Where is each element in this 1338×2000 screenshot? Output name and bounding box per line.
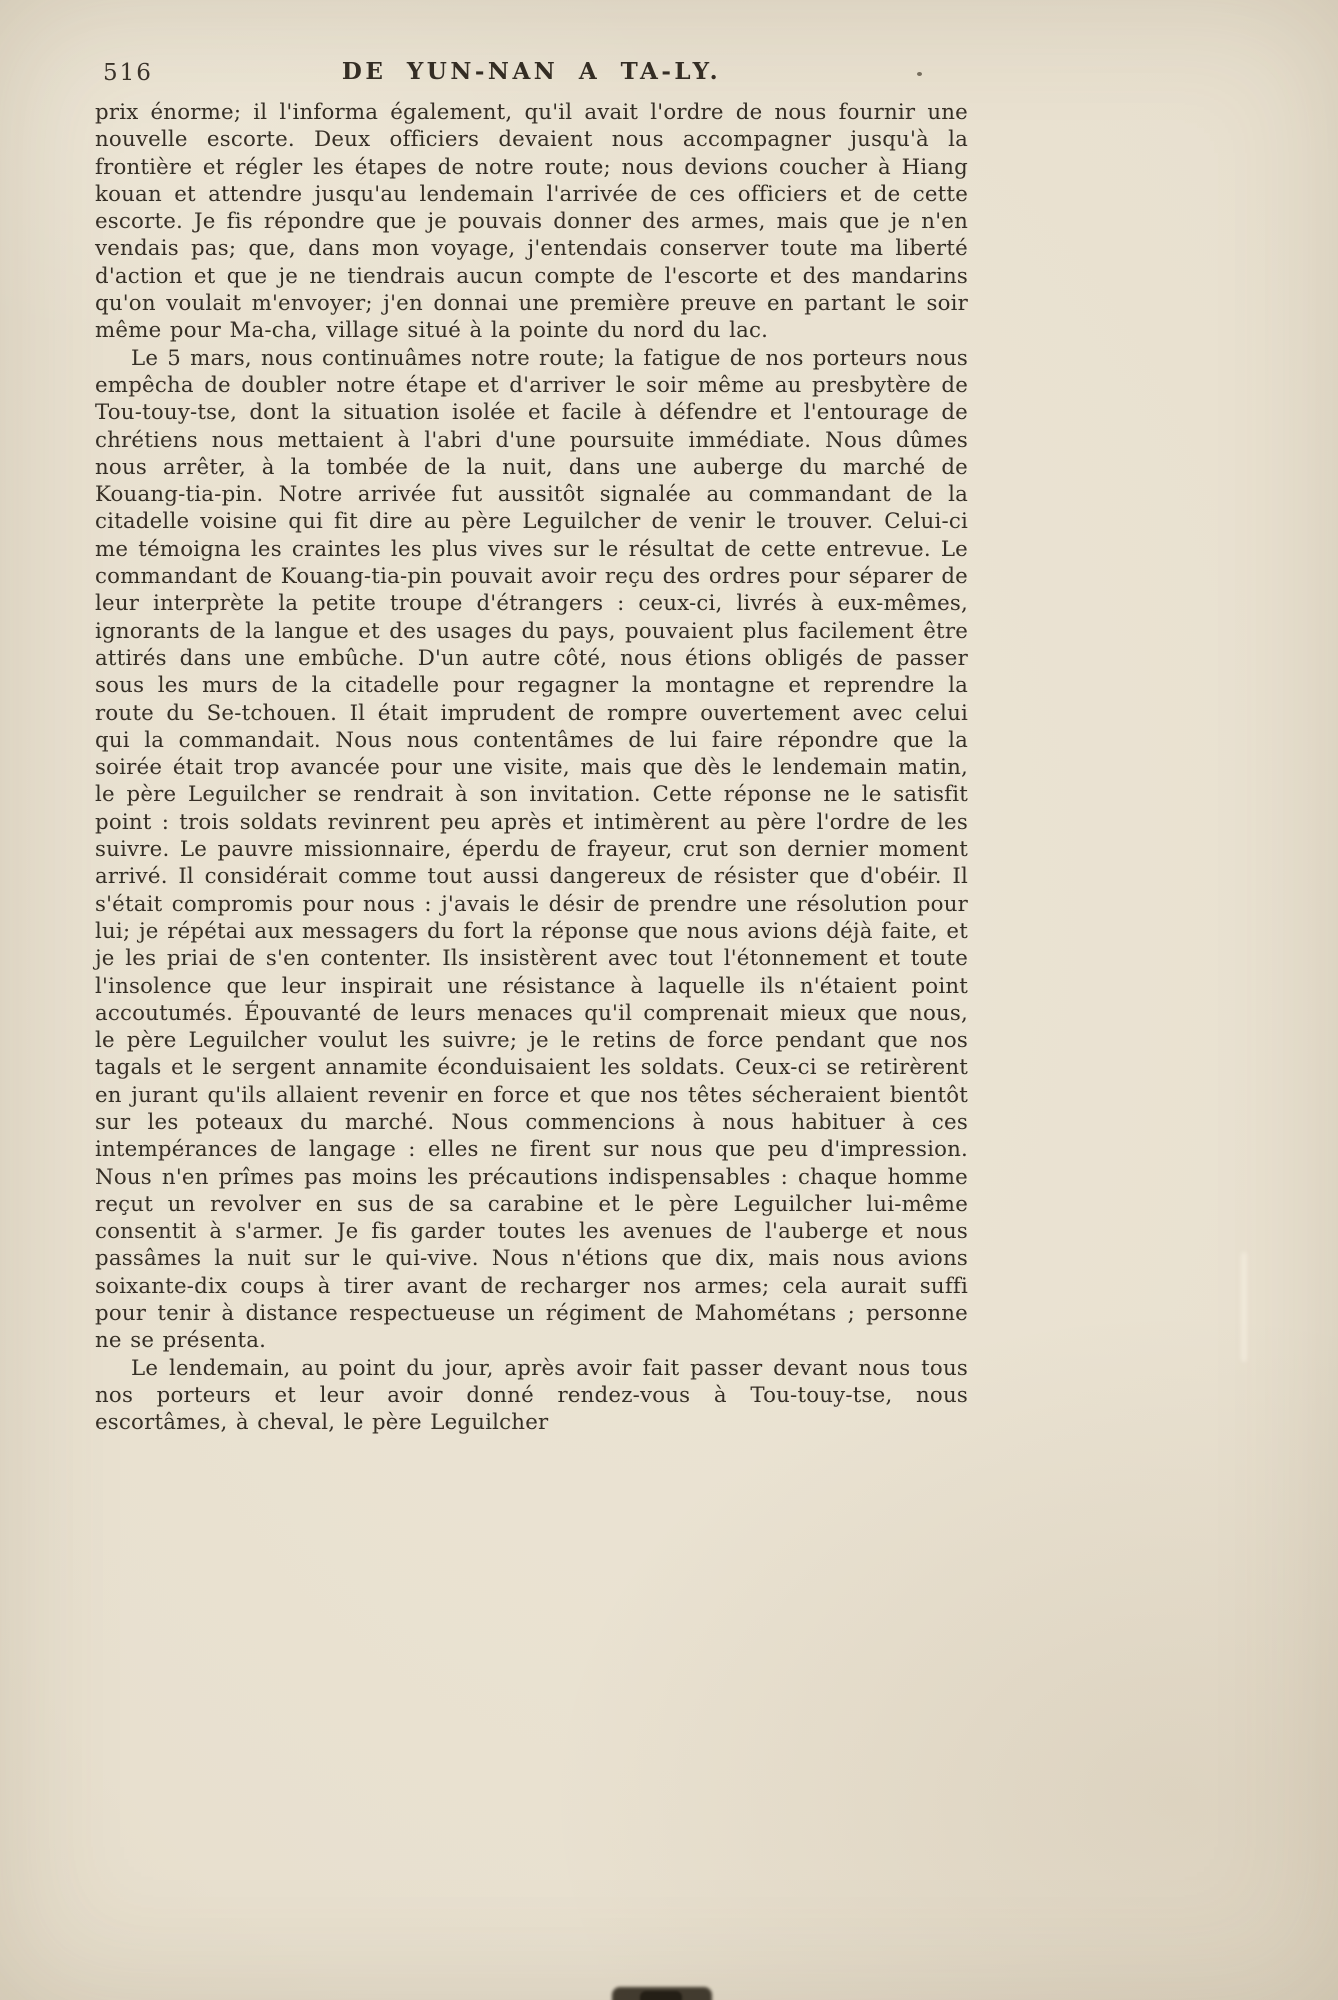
running-title: DE YUN-NAN A TA-LY.: [341, 58, 722, 85]
paragraph: Le lendemain, au point du jour, après avoir fait passer devant nous tous nos porteurs et leur avoir donné rendez-vous à Tou-touy-tse, nous escortâmes, à cheval, le père Leguilcher: [95, 1355, 968, 1436]
scan-smudge-artifact: [640, 1991, 682, 2000]
paragraph: Le 5 mars, nous continuâmes notre route; la fatigue de nos porteurs nous empêcha de doubler notre étape et d'arriver le soir même au presbytère de Tou-touy-tse, dont la situation isolée et facile à défendre et l'entourage de chrétiens nous mettaient à l'abri d'une poursuite immédiate. Nous dûmes nous arrêter, à la tombée de la nuit, dans une auberge du marché de Kouang-tia-pin. Notre arrivée fut aussitôt signalée au commandant de la citadelle voisine qui fit dire au père Leguilcher de venir le trouver. Celui-ci me témoigna les craintes les plus vives sur le résultat de cette entrevue. Le commandant de Kouang-tia-pin pouvait avoir reçu des ordres pour séparer de leur interprète la petite troupe d'étrangers : ceux-ci, livrés à eux-mêmes, ignorants de la langue et des usages du pays, pouvaient plus facilement être attirés dans une embûche. D'un autre côté, nous étions obligés de passer sous les murs de la citadelle pour regagner la montagne et reprendre la route du Se-tchouen. Il était imprudent de rompre ouvertement avec celui qui la commandait. Nous nous contentâmes de lui faire répondre que la soirée était trop avancée pour une visite, mais que dès le lendemain matin, le père Leguilcher se rendrait à son invitation. Cette réponse ne le satisfit point : trois soldats revinrent peu après et intimèrent au père l'ordre de les suivre. Le pauvre missionnaire, éperdu de frayeur, crut son dernier moment arrivé. Il considérait comme tout aussi dangereux de résister que d'obéir. Il s'était compromis pour nous : j'avais le désir de prendre une résolution pour lui; je répétai aux messagers du fort la réponse que nous avions déjà faite, et je les priai de s'en contenter. Ils insistèrent avec tout l'étonnement et toute l'insolence que leur inspirait une résistance à laquelle ils n'étaient point accoutumés. Épouvanté de leurs menaces qu'il comprenait mieux que nous, le père Leguilcher voulut les suivre; je le retins de force pendant que nos tagals et le sergent annamite éconduisaient les soldats. Ceux-ci se retirèrent en jurant qu'ils allaient revenir en force et que nos têtes sécheraient bientôt sur les poteaux du marché. Nous commencions à nous habituer à ces intempérances de langage : elles ne firent sur nous que peu d'impression. Nous n'en prîmes pas moins les précautions indispensables : chaque homme reçut un revolver en sus de sa carabine et le père Leguilcher lui-même consentit à s'armer. Je fis garder toutes les avenues de l'auberge et nous passâmes la nuit sur le qui-vive. Nous n'étions que dix, mais nous avions soixante-dix coups à tirer avant de recharger nos armes; cela aurait suffi pour tenir à distance respectueuse un régiment de Mahométans ; personne ne se présenta.: [95, 345, 968, 1354]
page-number: 516: [103, 60, 153, 86]
paragraph: prix énorme; il l'informa également, qu'il avait l'ordre de nous fournir une nouvelle escorte. Deux officiers devaient nous accompagner jusqu'à la frontière et régler les étapes de notre route; nous devions coucher à Hiang kouan et attendre jusqu'au lendemain l'arrivée de ces officiers et de cette escorte. Je fis répondre que je pouvais donner des armes, mais que je n'en vendais pas; que, dans mon voyage, j'entendais conserver toute ma liberté d'action et que je ne tiendrais aucun compte de l'escorte et des mandarins qu'on voulait m'envoyer; j'en donnai une première preuve en partant le soir même pour Ma-cha, village situé à la pointe du nord du lac.: [95, 100, 968, 344]
page-header: [95, 58, 968, 85]
body-text: [95, 99, 968, 1437]
ink-dot-artifact: [917, 72, 922, 76]
scan-scratch-artifact: [1241, 1252, 1247, 1362]
